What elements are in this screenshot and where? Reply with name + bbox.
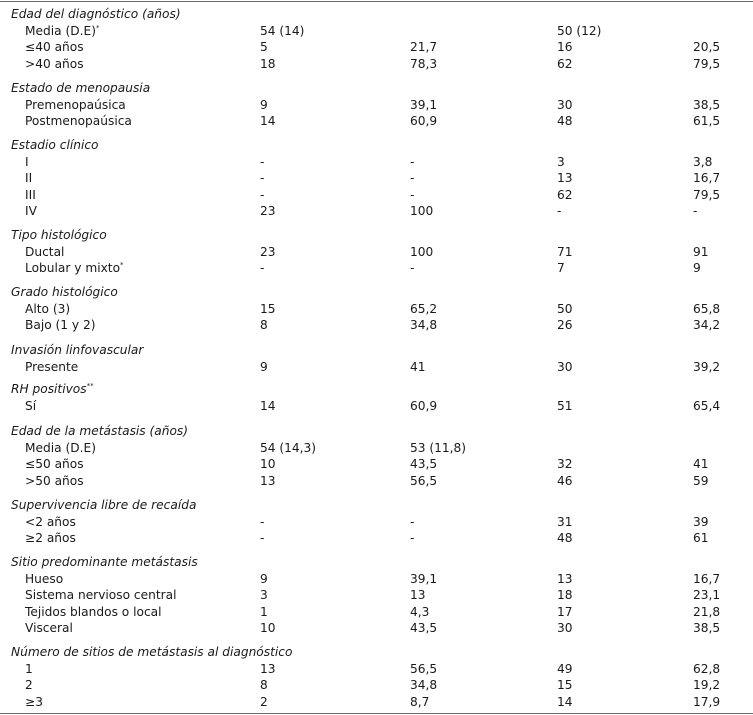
cell-c2: 4,3 [410, 604, 430, 619]
cell-c3: 16 [557, 40, 573, 55]
row-label [25, 154, 29, 171]
table-row [0, 260, 753, 277]
table-row [0, 571, 753, 588]
cell-c1: 10 [260, 457, 276, 472]
row-label-text: II [25, 171, 33, 186]
table-row [0, 620, 753, 637]
cell-c1: - [260, 171, 265, 186]
cell-c1: 3 [260, 588, 268, 603]
cell-c3: 18 [557, 588, 573, 603]
footnote-mark: ** [86, 381, 94, 390]
row-label-text: Tejidos blandos o local [25, 604, 162, 619]
table-row [0, 473, 753, 490]
section-header [0, 497, 753, 514]
section-header [0, 227, 753, 244]
cell-c1: 9 [260, 97, 268, 112]
cell-c3: 71 [557, 244, 573, 259]
row-label-text: Postmenopaúsica [25, 114, 132, 129]
table-top-rule [0, 1, 753, 2]
cell-c4: 16,7 [693, 171, 721, 186]
section-header [0, 80, 753, 97]
cell-c1: 54 (14,3) [260, 440, 317, 455]
cell-c2: 34,8 [410, 318, 438, 333]
table-bottom-rule [0, 713, 753, 714]
table-row [0, 456, 753, 473]
cell-c4: 61,5 [693, 114, 721, 129]
section-title: Estado de menopausia [11, 81, 151, 95]
table-row [0, 56, 753, 73]
cell-c4: 79,5 [693, 187, 721, 202]
row-label [25, 398, 36, 415]
cell-c4: 59 [693, 473, 709, 488]
cell-c1: 14 [260, 398, 276, 413]
cell-c2: 41 [410, 359, 426, 374]
row-label [25, 456, 84, 473]
cell-c4: 3,8 [693, 154, 713, 169]
section-header [0, 554, 753, 571]
row-label [25, 301, 70, 318]
cell-c1: 23 [260, 244, 276, 259]
table-row [0, 23, 753, 40]
cell-c2: - [410, 531, 415, 546]
row-label-text: >50 años [25, 473, 84, 488]
table-row [0, 170, 753, 187]
cell-c1: 54 (14) [260, 23, 305, 38]
cell-c1: 8 [260, 678, 268, 693]
row-label-text: Alto (3) [25, 301, 71, 316]
table-row [0, 661, 753, 678]
cell-c4: 62,8 [693, 661, 721, 676]
cell-c3: 51 [557, 398, 573, 413]
row-label-text: Sistema nervioso central [25, 588, 177, 603]
cell-c2: 60,9 [410, 398, 438, 413]
cell-c4: 20,5 [693, 40, 721, 55]
section-title: Edad del diagnóstico (años) [11, 7, 181, 21]
section-title: Invasión linfovascular [11, 343, 144, 357]
cell-c1: 9 [260, 571, 268, 586]
cell-c3: 48 [557, 531, 573, 546]
cell-c4: 38,5 [693, 97, 721, 112]
cell-c2: 100 [410, 204, 434, 219]
cell-c3: 3 [557, 154, 565, 169]
row-label-text: Presente [25, 359, 79, 374]
cell-c2: 39,1 [410, 97, 438, 112]
cell-c2: 8,7 [410, 694, 430, 709]
row-label [25, 170, 32, 187]
cell-c4: 19,2 [693, 678, 721, 693]
cell-c3: 49 [557, 661, 573, 676]
cell-c2: 78,3 [410, 56, 438, 71]
row-label [25, 604, 162, 621]
cell-c1: 10 [260, 621, 276, 636]
row-label [25, 39, 84, 56]
row-label [25, 473, 84, 490]
row-label-text: I [25, 154, 29, 169]
cell-c3: 30 [557, 97, 573, 112]
cell-c3: - [557, 204, 562, 219]
cell-c2: 100 [410, 244, 434, 259]
section-header [0, 6, 753, 23]
cell-c2: 60,9 [410, 114, 438, 129]
table-row [0, 514, 753, 531]
row-label-text: Lobular y mixto [25, 261, 121, 276]
cell-c2: 56,5 [410, 473, 438, 488]
cell-c1: 1 [260, 604, 268, 619]
cell-c4: 39 [693, 514, 709, 529]
cell-c3: 62 [557, 56, 573, 71]
cell-c3: 13 [557, 571, 573, 586]
section-title: RH positivos [11, 382, 87, 396]
section-header [0, 342, 753, 359]
row-label [25, 440, 96, 457]
row-label [25, 23, 99, 40]
footnote-mark: * [95, 23, 100, 32]
row-label-text: Premenopaúsica [25, 97, 126, 112]
cell-c1: - [260, 531, 265, 546]
section-title: Tipo histológico [11, 228, 107, 242]
cell-c4: 65,4 [693, 398, 721, 413]
row-label-text: Media (D.E) [25, 440, 96, 455]
row-label [25, 677, 33, 694]
row-label [25, 56, 84, 73]
cell-c4: 23,1 [693, 588, 721, 603]
section-header [0, 284, 753, 301]
cell-c4: 38,5 [693, 621, 721, 636]
table-row [0, 154, 753, 171]
row-label-text: ≥3 [25, 694, 43, 709]
section-title: Grado histológico [11, 285, 118, 299]
table-row [0, 39, 753, 56]
cell-c1: 15 [260, 301, 276, 316]
cell-c2: 53 (11,8) [410, 440, 467, 455]
table-row [0, 398, 753, 415]
cell-c3: 50 (12) [557, 23, 602, 38]
row-label-text: III [25, 187, 36, 202]
cell-c3: 50 [557, 301, 573, 316]
table-row [0, 440, 753, 457]
section-header [0, 644, 753, 661]
cell-c1: 18 [260, 56, 276, 71]
cell-c4: 79,5 [693, 56, 721, 71]
footnote-mark: * [120, 261, 124, 270]
cell-c1: - [260, 514, 265, 529]
cell-c4: 9 [693, 261, 701, 276]
row-label [25, 661, 33, 678]
row-label-text: >40 años [25, 56, 84, 71]
cell-c1: 2 [260, 694, 268, 709]
cell-c4: - [693, 204, 698, 219]
section-title-wrap [11, 381, 94, 398]
row-label-text: Visceral [25, 621, 73, 636]
cell-c3: 7 [557, 261, 565, 276]
row-label-text: Ductal [25, 244, 65, 259]
cell-c4: 65,8 [693, 301, 721, 316]
cell-c2: - [410, 261, 415, 276]
cell-c1: 8 [260, 318, 268, 333]
row-label [25, 97, 126, 114]
cell-c3: 48 [557, 114, 573, 129]
cell-c2: 39,1 [410, 571, 438, 586]
row-label [25, 203, 37, 220]
cell-c2: 13 [410, 588, 426, 603]
table-row [0, 203, 753, 220]
row-label-text: 2 [25, 678, 33, 693]
cell-c3: 31 [557, 514, 573, 529]
row-label-text: ≤40 años [25, 40, 84, 55]
table-row [0, 530, 753, 547]
row-label-text: Media (D.E) [25, 23, 96, 38]
cell-c1: 5 [260, 40, 268, 55]
row-label-text: 1 [25, 661, 33, 676]
cell-c3: 30 [557, 359, 573, 374]
cell-c2: - [410, 171, 415, 186]
cell-c2: - [410, 187, 415, 202]
table-row [0, 677, 753, 694]
section-header [0, 423, 753, 440]
table-row [0, 694, 753, 711]
cell-c1: 13 [260, 661, 276, 676]
table-row [0, 317, 753, 334]
row-label [25, 244, 64, 261]
row-label [25, 530, 76, 547]
table-row [0, 604, 753, 621]
table-row [0, 359, 753, 376]
cell-c1: 9 [260, 359, 268, 374]
cell-c4: 41 [693, 457, 709, 472]
cell-c2: - [410, 154, 415, 169]
section-title: Supervivencia libre de recaída [11, 498, 197, 512]
cell-c3: 32 [557, 457, 573, 472]
row-label [25, 113, 132, 130]
cell-c3: 15 [557, 678, 573, 693]
row-label-text: ≤50 años [25, 457, 84, 472]
row-label-text: IV [25, 204, 37, 219]
row-label [25, 620, 73, 637]
row-label-text: <2 años [25, 514, 76, 529]
cell-c2: 65,2 [410, 301, 438, 316]
cell-c3: 14 [557, 694, 573, 709]
row-label [25, 317, 96, 334]
cell-c2: 21,7 [410, 40, 438, 55]
row-label-text: Sí [25, 398, 37, 413]
row-label [25, 187, 36, 204]
section-header [0, 381, 753, 398]
cell-c1: 13 [260, 473, 276, 488]
cell-c2: 34,8 [410, 678, 438, 693]
table-row [0, 587, 753, 604]
cell-c4: 61 [693, 531, 709, 546]
cell-c3: 13 [557, 171, 573, 186]
row-label [25, 260, 124, 277]
cell-c4: 34,2 [693, 318, 721, 333]
row-label [25, 571, 63, 588]
row-label-text: ≥2 años [25, 531, 76, 546]
cell-c3: 62 [557, 187, 573, 202]
cell-c1: - [260, 187, 265, 202]
cell-c4: 17,9 [693, 694, 721, 709]
table-row [0, 301, 753, 318]
table-row [0, 187, 753, 204]
table-row [0, 113, 753, 130]
cell-c4: 91 [693, 244, 709, 259]
cell-c3: 46 [557, 473, 573, 488]
section-header [0, 137, 753, 154]
section-title: Edad de la metástasis (años) [11, 424, 189, 438]
cell-c1: - [260, 261, 265, 276]
row-label-text: Bajo (1 y 2) [25, 318, 96, 333]
cell-c3: 26 [557, 318, 573, 333]
cell-c2: - [410, 514, 415, 529]
section-title: Número de sitios de metástasis al diagnóstico [11, 645, 293, 659]
cell-c3: 17 [557, 604, 573, 619]
row-label [25, 587, 177, 604]
cell-c4: 16,7 [693, 571, 721, 586]
cell-c1: - [260, 154, 265, 169]
table-row [0, 97, 753, 114]
row-label-text: Hueso [25, 571, 64, 586]
row-label [25, 359, 78, 376]
cell-c2: 56,5 [410, 661, 438, 676]
section-title: Sitio predominante metástasis [11, 555, 198, 569]
row-label [25, 514, 76, 531]
cell-c4: 39,2 [693, 359, 721, 374]
cell-c2: 43,5 [410, 621, 438, 636]
cell-c1: 23 [260, 204, 276, 219]
table-row [0, 244, 753, 261]
cell-c4: 21,8 [693, 604, 721, 619]
cell-c1: 14 [260, 114, 276, 129]
row-label [25, 694, 43, 711]
cell-c3: 30 [557, 621, 573, 636]
section-title: Estadio clínico [11, 138, 99, 152]
cell-c2: 43,5 [410, 457, 438, 472]
